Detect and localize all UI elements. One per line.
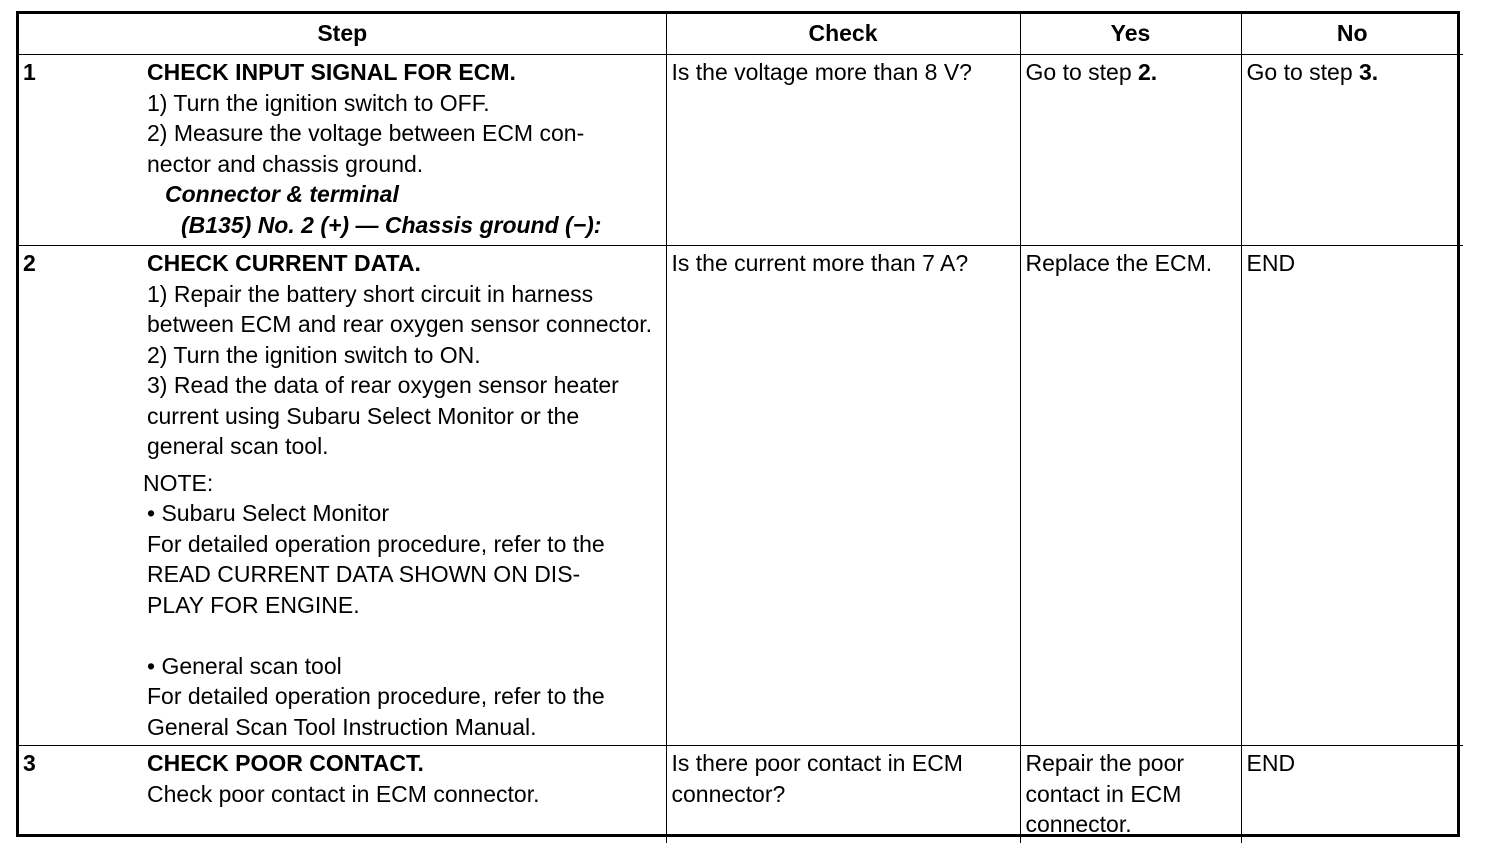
no-cell [1241, 746, 1463, 844]
yes-cell [1020, 246, 1241, 746]
step-line: 2) Measure the voltage between ECM con- [147, 120, 585, 146]
check-text: Is the current more than 7 A? [671, 250, 969, 276]
check-cell [666, 55, 1020, 246]
note-line: READ CURRENT DATA SHOWN ON DIS- [147, 561, 581, 587]
note-block [143, 468, 666, 499]
yes-step-ref: 2. [1138, 59, 1158, 85]
yes-text: Go to step [1025, 59, 1139, 85]
header-yes: Yes [1020, 14, 1241, 55]
step-number: 1 [23, 59, 36, 85]
note-spacer [147, 620, 666, 651]
step-title: CHECK CURRENT DATA. [147, 250, 421, 276]
note-line: • Subaru Select Monitor [147, 500, 390, 526]
check-cell [666, 746, 1020, 844]
yes-text: connector. [1025, 811, 1132, 837]
header-check: Check [666, 14, 1020, 55]
note-line: PLAY FOR ENGINE. [147, 591, 360, 618]
connector-terminal-heading: Connector & terminal [165, 181, 399, 207]
no-cell [1241, 55, 1463, 246]
step-cell [19, 55, 666, 246]
diagnostic-table-frame [16, 11, 1460, 837]
table-row [19, 746, 1463, 844]
header-no: No [1241, 14, 1463, 55]
no-step-ref: 3. [1359, 59, 1379, 85]
table-row [19, 246, 1463, 746]
connector-terminal-line: (B135) No. 2 (+) — Chassis ground (−): [181, 211, 602, 238]
diagnostic-procedure-table [19, 14, 1463, 843]
yes-text: Repair the poor [1025, 750, 1185, 776]
step-line: general scan tool. [147, 433, 329, 459]
yes-cell [1020, 55, 1241, 246]
step-line: Check poor contact in ECM connector. [147, 780, 540, 807]
step-title: CHECK INPUT SIGNAL FOR ECM. [147, 59, 516, 85]
yes-text: contact in ECM [1025, 780, 1182, 807]
step-line: 1) Repair the battery short circuit in harness [147, 280, 594, 307]
step-line: current using Subaru Select Monitor or the [147, 402, 580, 429]
step-line: 1) Turn the ignition switch to OFF. [147, 89, 490, 116]
check-text: connector? [671, 780, 786, 807]
step-number: 2 [23, 250, 36, 276]
step-number: 3 [23, 750, 36, 776]
check-cell [666, 246, 1020, 746]
note-line: • General scan tool [147, 652, 342, 679]
note-line: For detailed operation procedure, refer to the [147, 683, 605, 709]
yes-text: Replace the ECM. [1025, 250, 1213, 276]
no-cell [1241, 246, 1463, 746]
no-text: Go to step [1246, 59, 1360, 85]
header-row [19, 14, 1463, 55]
no-text: END [1246, 250, 1296, 276]
yes-cell [1020, 746, 1241, 844]
step-line: 3) Read the data of rear oxygen sensor heater [147, 372, 619, 398]
header-step: Step [19, 14, 666, 55]
table-row [19, 55, 1463, 246]
step-title: CHECK POOR CONTACT. [147, 750, 424, 776]
step-cell [19, 246, 666, 746]
check-text: Is the voltage more than 8 V? [671, 59, 972, 85]
note-label: NOTE: [143, 469, 214, 496]
step-line: 2) Turn the ignition switch to ON. [147, 341, 481, 368]
note-line: For detailed operation procedure, refer to the [147, 530, 605, 557]
no-text: END [1246, 750, 1296, 776]
step-line: between ECM and rear oxygen sensor connector. [147, 311, 653, 337]
step-line: nector and chassis ground. [147, 150, 424, 177]
check-text: Is there poor contact in ECM [671, 750, 963, 776]
step-cell [19, 746, 666, 844]
note-line: General Scan Tool Instruction Manual. [147, 713, 537, 740]
